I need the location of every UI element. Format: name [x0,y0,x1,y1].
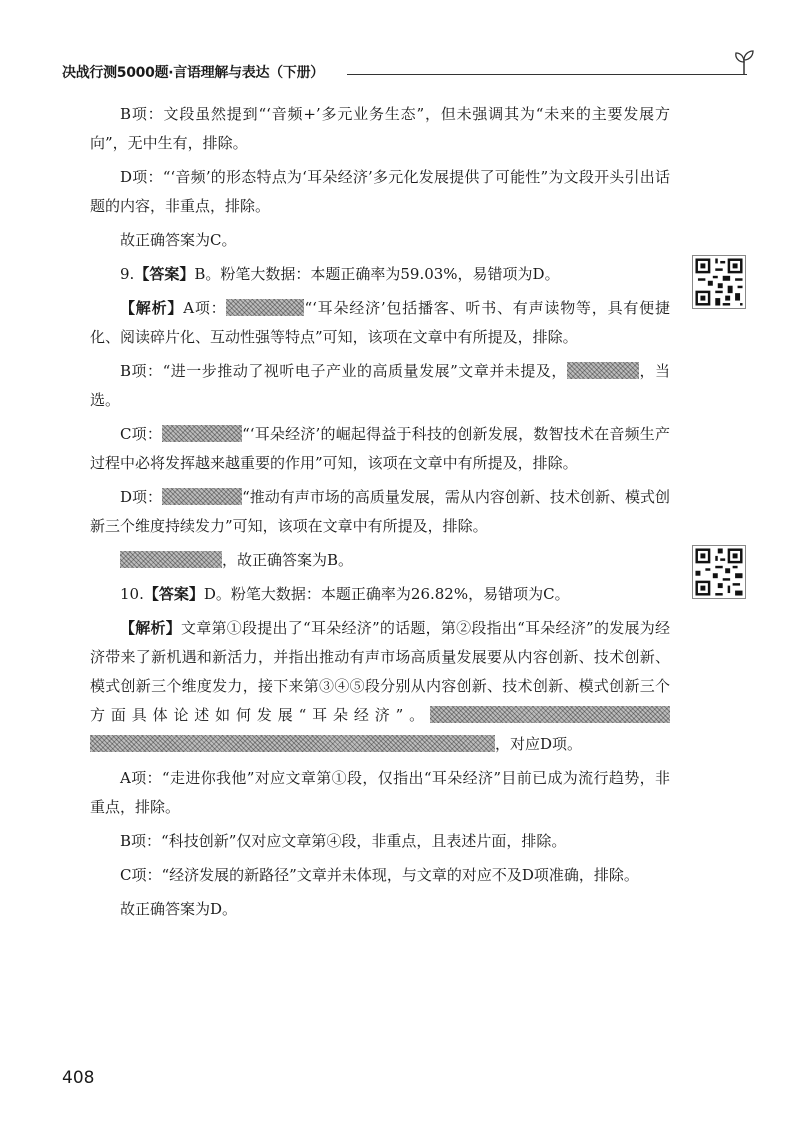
answer-9 [90,260,670,289]
para-prefix: D项： [120,488,163,506]
analysis-tag: 【解析】 [120,299,184,317]
question-number: 9. [120,265,135,283]
para-text: B项：文段虽然提到“‘音频+’多元业务生态”，但未强调其为“未来的主要发展方向”，无中生有，排除。 [90,105,670,152]
page-body [90,100,670,929]
analysis-tag: 【解析】 [120,619,182,637]
para-text: D。粉笔大数据：本题正确率为26.82%，易错项为C。 [203,585,570,603]
qr-code-icon[interactable] [692,255,746,309]
para-text: “推动有声市场的高质量发展，需从内容创新、技术创新、模式创新三个维度持续发力”可知，该项在文章中有所提及，排除。 [90,488,671,535]
redacted-text [162,488,242,505]
question-number: 10. [120,585,144,603]
analysis-9-c [90,420,670,478]
para-text: 文章第①段提出了“耳朵经济”的话题，第②段指出“耳朵经济”的发展为经济带来了新机遇和新活力，并指出推动有声市场高质量发展要从内容创新、技术创新、模式创新三个维度发力，接下来第③④⑤段分别从内容创新、技术创新、模式创新三个方面具体论述如何发展“耳朵经济”。 [90,619,670,724]
redacted-text [162,425,242,442]
answer-10 [90,580,670,609]
explanation-d [90,163,670,221]
analysis-9-a [90,294,670,352]
para-text: 故正确答案为C。 [120,231,237,249]
running-header [62,62,752,86]
para-text: B项：“科技创新”仅对应文章第④段，非重点，且表述片面，排除。 [120,832,567,850]
analysis-9-d [90,483,670,541]
para-prefix: B项：“进一步推动了视听电子产业的高质量发展”文章并未提及， [120,362,567,380]
book-title: 决战行测5000题·言语理解与表达（下册） [62,65,324,81]
redacted-text [90,735,495,752]
para-text: “‘耳朵经济’的崛起得益于科技的创新发展，数智技术在音频生产过程中必将发挥越来越重要的作用”可知，该项在文章中有所提及，排除。 [90,425,670,472]
redacted-text [226,299,304,316]
analysis-10 [90,614,670,759]
conclusion [90,226,670,255]
para-text: 故正确答案为D。 [120,900,238,918]
conclusion-9 [90,546,670,575]
redacted-text [120,551,222,568]
analysis-10-a [90,764,670,822]
redacted-text [430,706,670,723]
explanation-b [90,100,670,158]
analysis-10-b [90,827,670,856]
conclusion-10 [90,895,670,924]
para-suffix: ，对应D项。 [495,735,583,753]
para-text: ，故正确答案为B。 [222,551,354,569]
para-text: A项：“走进你我他”对应文章第①段，仅指出“耳朵经济”目前已成为流行趋势，非重点，排除。 [90,769,670,816]
para-text: C项：“经济发展的新路径”文章并未体现，与文章的对应不及D项准确，排除。 [120,866,639,884]
para-text: D项：“‘音频’的形态特点为‘耳朵经济’多元化发展提供了可能性”为文段开头引出话题的内容，非重点，排除。 [90,168,670,215]
redacted-text [567,362,639,379]
analysis-10-c [90,861,670,890]
para-text: “‘耳朵经济’包括播客、听书、有声读物等，具有便捷化、阅读碎片化、互动性强等特点”可知，该项在文章中有所提及，排除。 [90,299,670,346]
page-number: 408 [62,1068,95,1088]
analysis-9-b [90,357,670,415]
qr-code-icon[interactable] [692,545,746,599]
para-prefix: C项： [120,425,163,443]
answer-tag: 【答案】 [134,265,195,283]
para-text: ，当选。 [90,362,670,409]
header-rule [347,74,747,75]
para-prefix: A项： [183,299,227,317]
para-text: B。粉笔大数据：本题正确率为59.03%，易错项为D。 [194,265,560,283]
sprout-icon [732,48,756,76]
answer-tag: 【答案】 [143,585,204,603]
